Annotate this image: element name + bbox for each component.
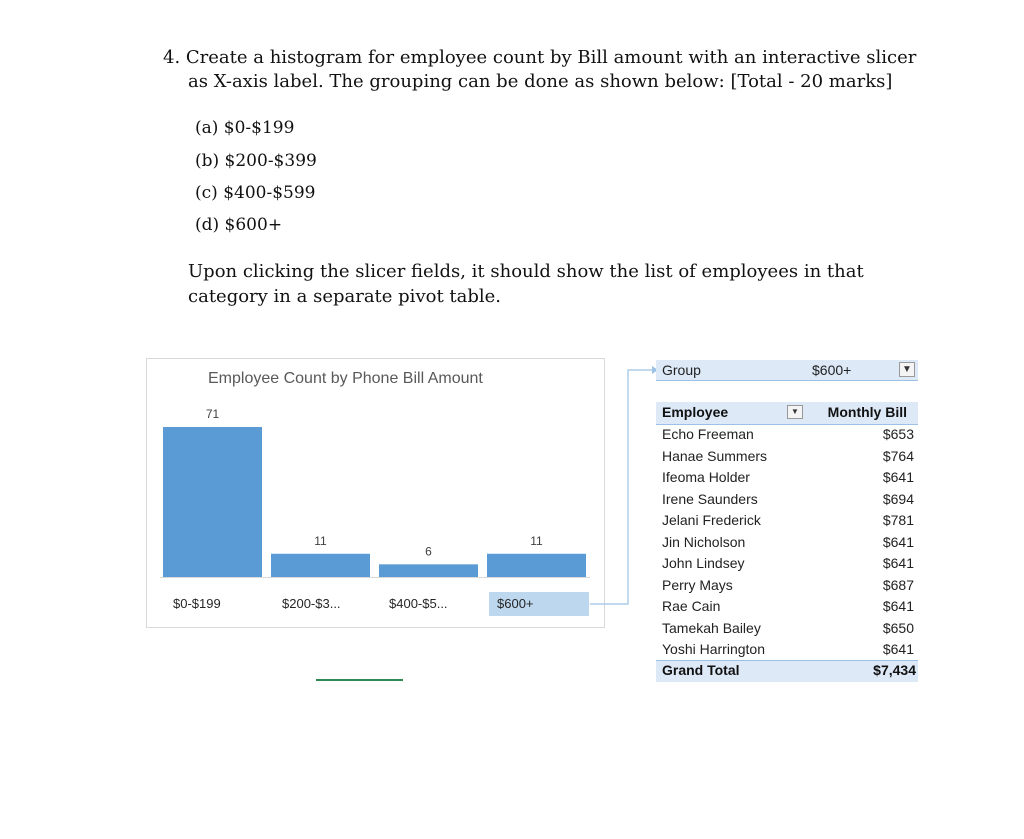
option-a: (a) $0-$199	[195, 118, 295, 138]
table-row	[656, 446, 918, 467]
monthly-bill: $764	[882, 447, 914, 464]
table-row	[656, 639, 918, 660]
table-row	[656, 532, 918, 553]
data-label-0: 71	[205, 407, 220, 421]
data-label-2: 6	[425, 544, 432, 559]
slicer-button-400-599[interactable]: $400-$5...	[389, 596, 448, 611]
table-row	[656, 553, 918, 574]
monthly-bill: $641	[882, 555, 914, 571]
grand-total-label: Grand Total	[662, 662, 740, 678]
monthly-bill: $641	[882, 533, 914, 550]
instruction-line-2: category in a separate pivot table.	[188, 286, 502, 307]
option-c: (c) $400-$599	[195, 183, 316, 203]
question-line-1: 4. Create a histogram for employee count by Bill amount with an interactive slicer	[163, 47, 917, 68]
employee-name: Hanae Summers	[662, 447, 768, 464]
slicer-button-0-199[interactable]: $0-$199	[173, 596, 221, 611]
monthly-bill: $641	[882, 641, 914, 657]
green-underline-mark	[316, 679, 403, 681]
employee-name: Irene Saunders	[662, 490, 758, 507]
monthly-bill: $694	[882, 490, 914, 507]
employee-name: John Lindsey	[662, 555, 745, 571]
employee-name: Rae Cain	[662, 598, 721, 614]
pivot-column-monthly-bill: Monthly Bill	[827, 404, 907, 420]
employee-name: Perry Mays	[662, 576, 733, 593]
pivot-filter-value: $600+	[812, 362, 852, 378]
slicer-button-200-399[interactable]: $200-$3...	[282, 596, 341, 611]
employee-name: Jin Nicholson	[662, 533, 746, 550]
data-label-3: 11	[530, 533, 543, 548]
table-row	[656, 618, 918, 639]
chart-title: Employee Count by Phone Bill Amount	[208, 370, 483, 387]
monthly-bill: $641	[882, 469, 914, 485]
pivot-column-employee: Employee	[662, 404, 729, 420]
table-row	[656, 596, 918, 617]
employee-name: Echo Freeman	[662, 426, 754, 442]
slicer-button-600-plus[interactable]: $600+	[489, 592, 589, 616]
monthly-bill: $653	[882, 426, 914, 442]
filter-icon[interactable]: ▼	[899, 362, 915, 377]
employee-name: Ifeoma Holder	[662, 469, 750, 485]
monthly-bill: $781	[882, 512, 914, 528]
monthly-bill: $650	[882, 619, 914, 636]
table-row	[656, 575, 918, 596]
instruction-line-1: Upon clicking the slicer fields, it should show the list of employees in that	[188, 261, 864, 282]
monthly-bill: $641	[882, 598, 914, 614]
monthly-bill: $687	[882, 576, 914, 593]
table-row	[656, 510, 918, 531]
pivot-filter-label: Group	[662, 362, 701, 378]
employee-name: Yoshi Harrington	[662, 641, 765, 657]
table-row	[656, 424, 918, 445]
chevron-down-icon[interactable]: ▼	[787, 405, 803, 419]
option-d: (d) $600+	[195, 215, 283, 235]
grand-total-value: $7,434	[873, 662, 916, 678]
table-row	[656, 467, 918, 488]
employee-name: Tamekah Bailey	[662, 619, 761, 636]
employee-name: Jelani Frederick	[662, 512, 761, 528]
table-row	[656, 489, 918, 510]
option-b: (b) $200-$399	[195, 151, 317, 171]
question-line-2: as X-axis label. The grouping can be done as shown below: [Total - 20 marks]	[188, 71, 893, 92]
data-label-1: 11	[314, 533, 327, 548]
